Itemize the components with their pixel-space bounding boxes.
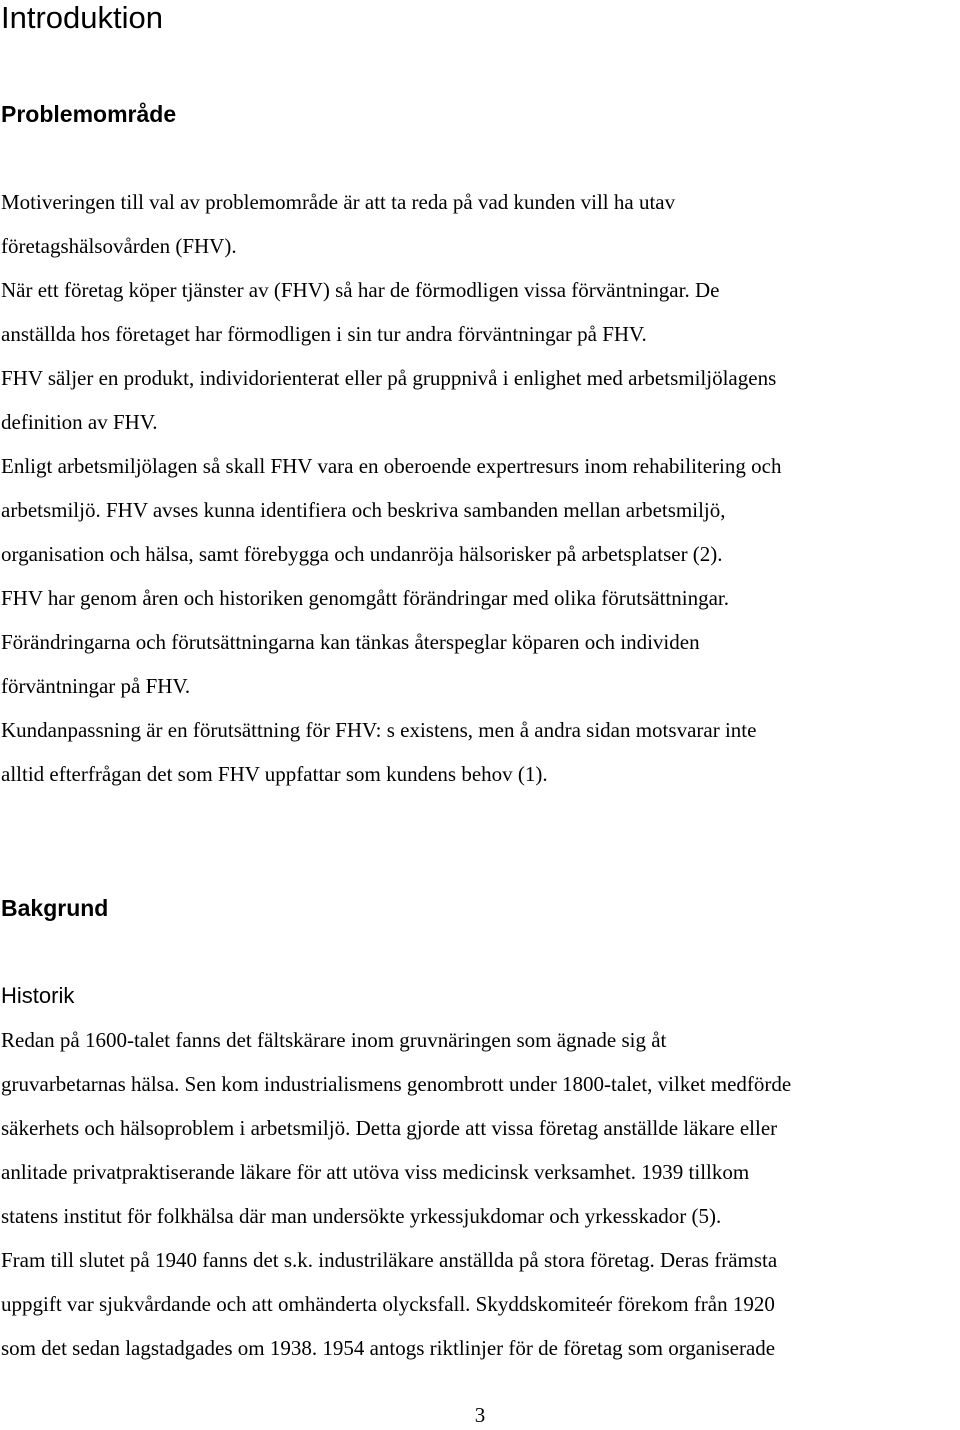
page-number: 3 (474, 1403, 486, 1427)
text-line: gruvarbetarnas hälsa. Sen kom industrialismens genombrott under 1800-talet, vilket medförde (1, 1072, 792, 1096)
text-line: Fram till slutet på 1940 fanns det s.k. industriläkare anställda på stora företag. Deras främsta (1, 1248, 778, 1272)
text-line: statens institut för folkhälsa där man undersökte yrkessjukdomar och yrkesskador (5). (1, 1204, 722, 1228)
text-line: som det sedan lagstadgades om 1938. 1954 antogs riktlinjer för de företag som organiserade (1, 1336, 776, 1360)
text-line: säkerhets och hälsoproblem i arbetsmiljö. Detta gjorde att vissa företag anställde läkare eller (1, 1116, 778, 1140)
text-line: definition av FHV. (1, 410, 158, 434)
text-line: anlitade privatpraktiserande läkare för att utöva viss medicinsk verksamhet. 1939 tillkom (1, 1160, 750, 1184)
text-line: Kundanpassning är en förutsättning för FHV: s existens, men å andra sidan motsvarar inte (1, 718, 757, 742)
text-line: arbetsmiljö. FHV avses kunna identifiera och beskriva sambanden mellan arbetsmiljö, (1, 498, 726, 522)
text-line: FHV säljer en produkt, individorienterat eller på gruppnivå i enlighet med arbetsmiljölagens (1, 366, 777, 390)
section-heading-bakgrund: Bakgrund (1, 895, 109, 921)
problemomrade-paragraph (1, 180, 959, 796)
text-line: Enligt arbetsmiljölagen så skall FHV vara en oberoende expertresurs inom rehabilitering och (1, 454, 782, 478)
section-heading-problemomrade: Problemområde (1, 101, 177, 127)
text-line: företagshälsovården (FHV). (1, 234, 237, 258)
text-line: organisation och hälsa, samt förebygga och undanröja hälsorisker på arbetsplatser (2). (1, 542, 723, 566)
text-line: anställda hos företaget har förmodligen i sin tur andra förväntningar på FHV. (1, 322, 647, 346)
text-line: förväntningar på FHV. (1, 674, 191, 698)
text-line: uppgift var sjukvårdande och att omhänderta olycksfall. Skyddskomiteér förekom från 1920 (1, 1292, 775, 1316)
text-line: alltid efterfrågan det som FHV uppfattar som kundens behov (1). (1, 762, 548, 786)
text-line: Motiveringen till val av problemområde är att ta reda på vad kunden vill ha utav (1, 190, 676, 214)
text-line: FHV har genom åren och historiken genomgått förändringar med olika förutsättningar. (1, 586, 730, 610)
page-title: Introduktion (1, 0, 163, 35)
historik-paragraph (1, 1018, 959, 1370)
text-line: När ett företag köper tjänster av (FHV) så har de förmodligen vissa förväntningar. De (1, 278, 720, 302)
text-line: Förändringarna och förutsättningarna kan tänkas återspeglar köparen och individen (1, 630, 700, 654)
subheading-historik: Historik (1, 983, 75, 1008)
text-line: Redan på 1600-talet fanns det fältskärare inom gruvnäringen som ägnade sig åt (1, 1028, 667, 1052)
